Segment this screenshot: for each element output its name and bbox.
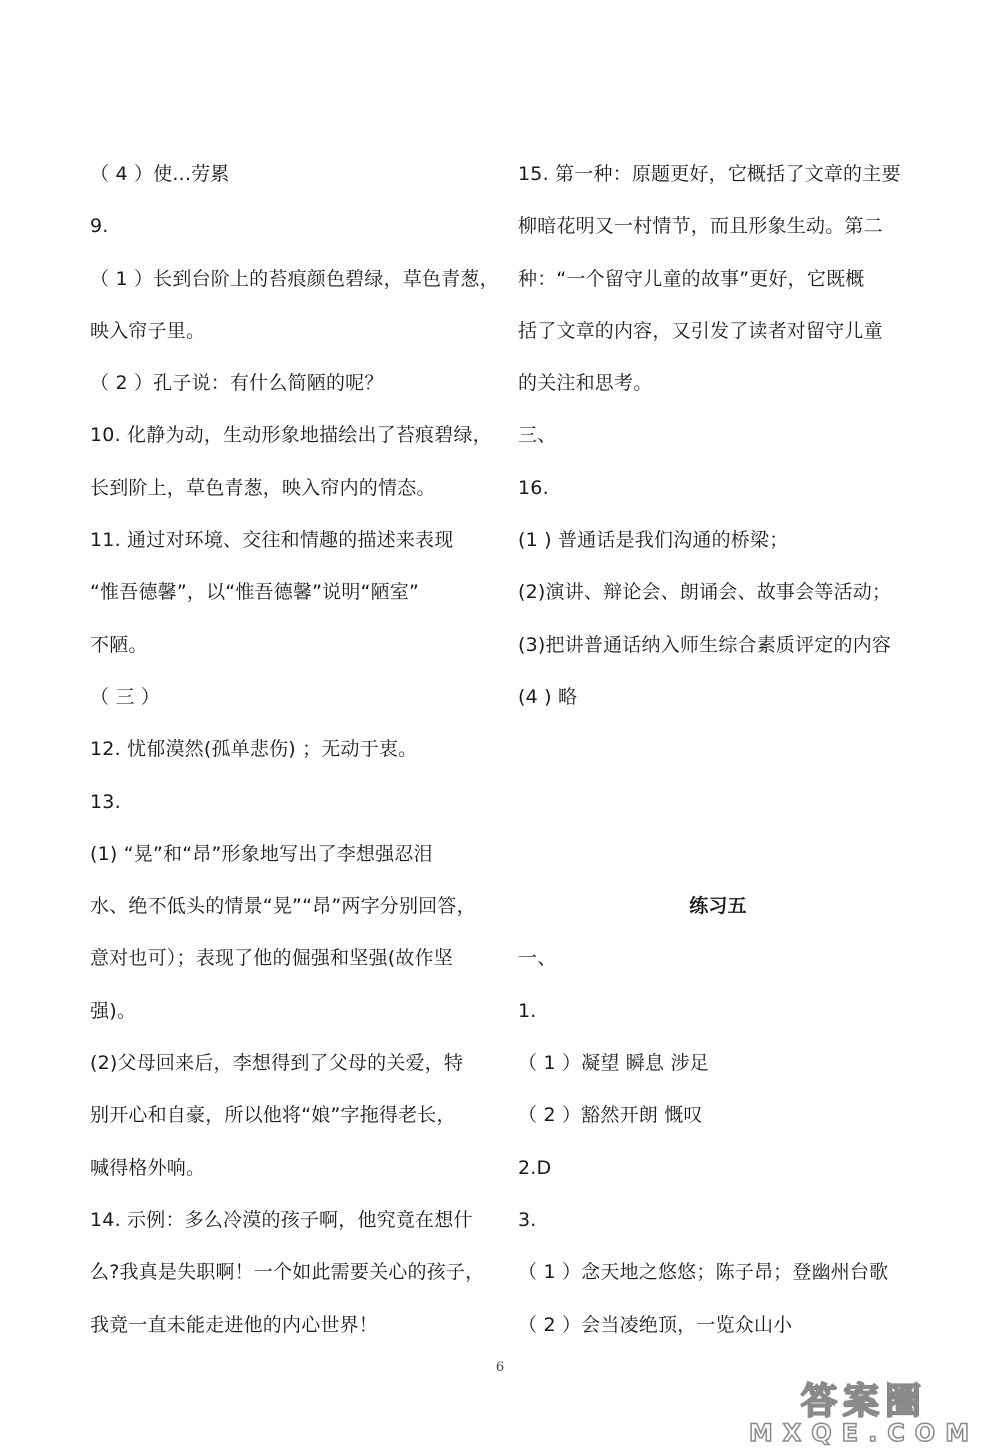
text-line: （ 2 ）豁然开朗 慨叹 (518, 1104, 703, 1127)
text-line: 11. 通过对环境、交往和情趣的描述来表现 (90, 529, 454, 552)
right-column (518, 148, 918, 1351)
text-line: （ 三 ） (90, 685, 161, 708)
blank-line (518, 723, 918, 775)
text-line: 三、 (518, 424, 557, 447)
text-line: 么?我真是失职啊！一个如此需要关心的孩子， (90, 1261, 485, 1284)
text-line: 强)。 (90, 999, 137, 1022)
text-line: 一、 (518, 947, 557, 970)
text-line: 14. 示例：多么冷漠的孩子啊，他究竟在想什 (90, 1208, 473, 1231)
text-line: 2.D (518, 1156, 552, 1179)
text-line: 水、绝不低头的情景“晃”“昂”两字分别回答， (90, 895, 476, 918)
watermark-logo (740, 1378, 990, 1448)
blank-line (518, 828, 918, 880)
text-line: (1 ) 普通话是我们沟通的桥梁； (518, 529, 789, 552)
text-line: (2)演讲、辩论会、朗诵会、故事会等活动； (518, 581, 892, 604)
text-line: 10. 化静为动，生动形象地描绘出了苔痕碧绿， (90, 424, 492, 447)
text-line: （ 1 ）念天地之悠悠；陈子昂；登幽州台歌 (518, 1261, 889, 1284)
text-line: 我竟一直未能走进他的内心世界！ (90, 1313, 379, 1336)
text-line: 9. (90, 215, 109, 238)
text-line: 的关注和思考。 (518, 372, 653, 395)
watermark-bottom-text: MXQE.COM (748, 1419, 980, 1447)
text-line: 种：“一个留守儿童的故事”更好，它既概 (518, 267, 865, 290)
text-line: 16. (518, 476, 549, 499)
text-line: 13. (90, 790, 121, 813)
text-line: （ 1 ）长到台阶上的苔痕颜色碧绿，草色青葱， (90, 267, 499, 290)
section-heading: 练习五 (689, 895, 747, 918)
text-line: （ 4 ）使...劳累 (90, 163, 230, 185)
text-line: 15. 第一种：原题更好，它概括了文章的主要 (518, 163, 901, 185)
text-line: 1. (518, 999, 537, 1022)
text-line: 意对也可）；表现了他的倔强和坚强(故作坚 (90, 947, 453, 970)
blank-line (518, 776, 918, 828)
watermark-top-text: 答案圈 (800, 1380, 927, 1422)
text-line: （ 2 ）会当凌绝顶，一览众山小 (518, 1313, 793, 1336)
text-line: 别开心和自豪，所以他将“娘”字拖得老长， (90, 1104, 456, 1127)
text-line: （ 1 ）凝望 瞬息 涉足 (518, 1052, 709, 1075)
text-line: 不陋。 (90, 633, 148, 656)
text-line: 3. (518, 1208, 537, 1231)
text-line: 括了文章的内容，又引发了读者对留守儿童 (518, 319, 883, 342)
text-line: 柳暗花明又一村情节，而且形象生动。第二 (518, 215, 883, 238)
text-line: 映入帘子里。 (90, 319, 206, 342)
text-line: （ 2 ）孔子说：有什么简陋的呢？ (90, 372, 384, 395)
text-line: 12. 忧郁漠然(孤单悲伤) ；无动于衷。 (90, 738, 418, 761)
text-line: (3)把讲普通话纳入师生综合素质评定的内容 (518, 633, 892, 656)
text-line: 喊得格外响。 (90, 1156, 206, 1179)
text-line: 长到阶上，草色青葱，映入帘内的情态。 (90, 476, 436, 499)
text-line: (2)父母回来后，李想得到了父母的关爱，特 (90, 1052, 464, 1075)
text-line: (4 ) 略 (518, 685, 578, 708)
page-number: 6 (495, 1360, 505, 1375)
text-line: “惟吾德馨”，以“惟吾德馨”说明“陋室” (90, 581, 420, 604)
text-line: (1) “晃”和“昂”形象地写出了李想强忍泪 (90, 842, 433, 865)
left-column (90, 148, 500, 1351)
